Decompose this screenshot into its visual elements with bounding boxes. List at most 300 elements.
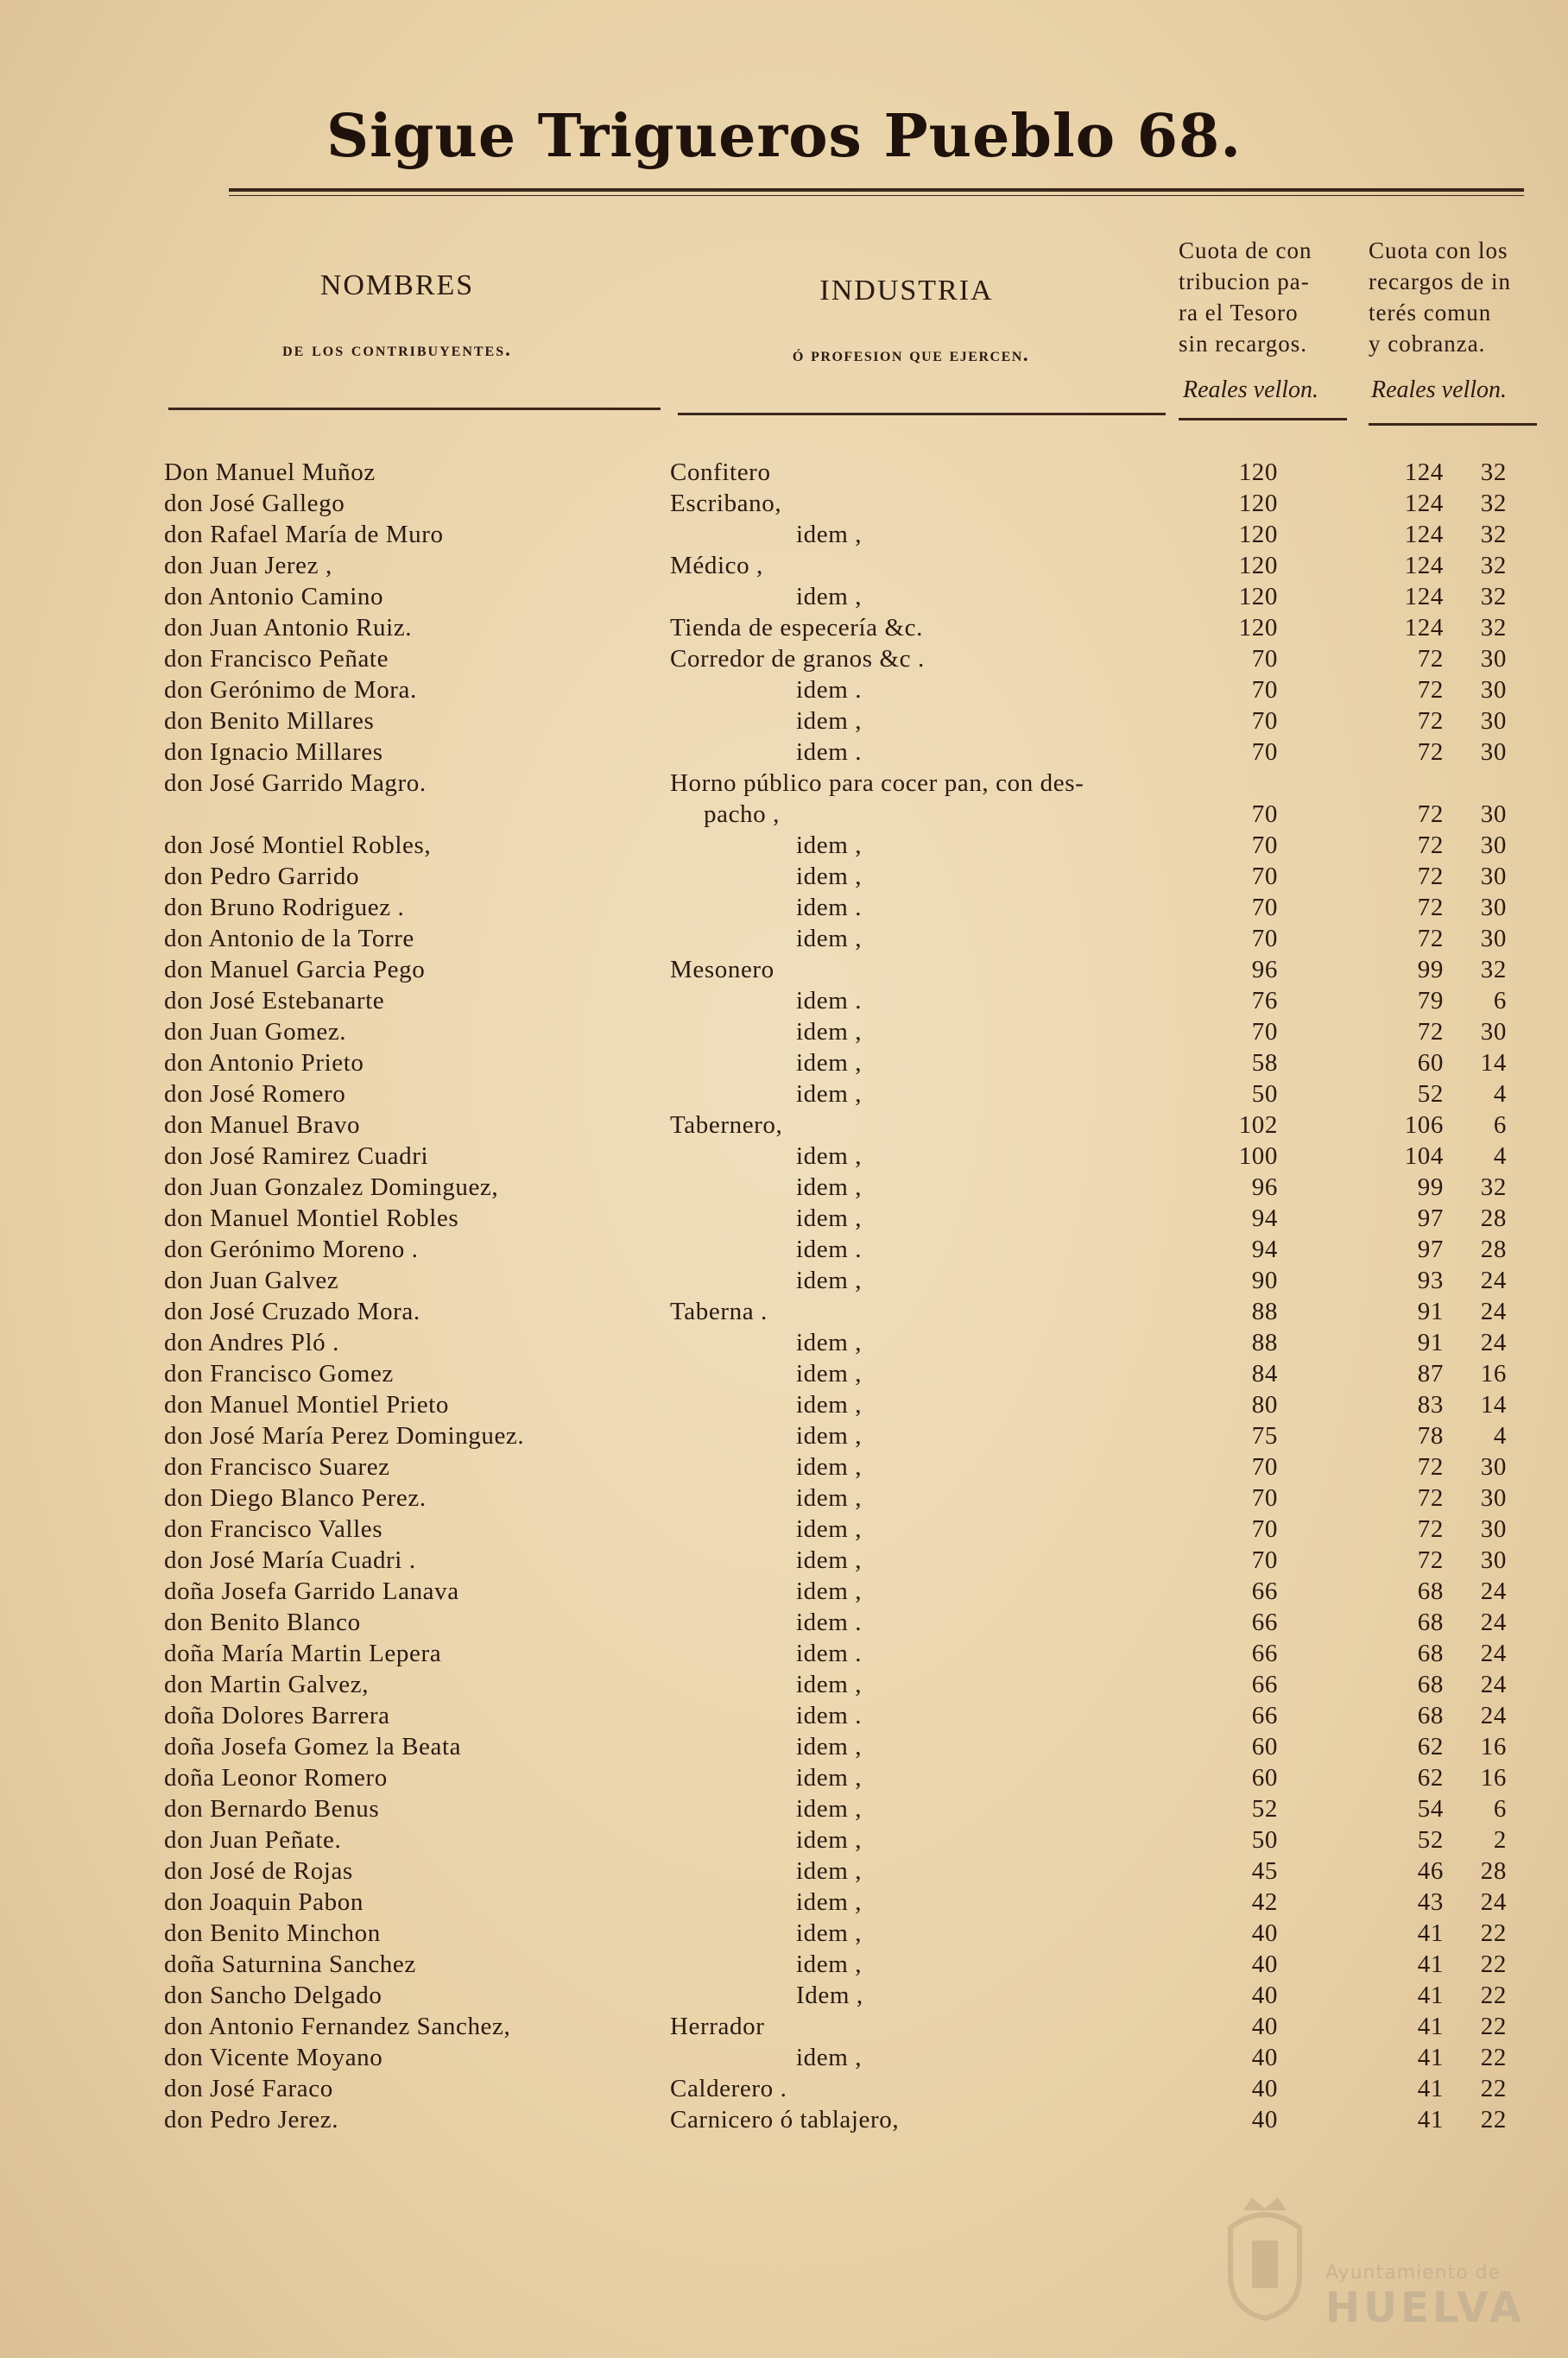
industry-cell: idem , bbox=[796, 863, 863, 890]
table-row bbox=[0, 1669, 1568, 1700]
header-cuota-tesoro-line: ra el Tesoro bbox=[1179, 300, 1299, 326]
cuota-tesoro-cell: 66 bbox=[1251, 1640, 1278, 1667]
table-row bbox=[0, 705, 1568, 736]
cuota-recargos-reales-cell: 124 bbox=[1404, 583, 1444, 610]
industry-cell: idem . bbox=[796, 676, 863, 704]
cuota-tesoro-cell: 52 bbox=[1251, 1795, 1278, 1823]
cuota-tesoro-cell: 66 bbox=[1251, 1671, 1278, 1698]
cuota-recargos-reales-cell: 62 bbox=[1417, 1764, 1444, 1792]
table-row bbox=[0, 1172, 1568, 1203]
cuota-tesoro-cell: 70 bbox=[1251, 738, 1278, 766]
contributor-name: don Juan Gonzalez Dominguez, bbox=[164, 1173, 499, 1201]
table-row bbox=[0, 1047, 1568, 1078]
cuota-tesoro-cell: 80 bbox=[1251, 1391, 1278, 1419]
cuota-recargos-reales-cell: 97 bbox=[1417, 1204, 1444, 1232]
header-cuota-recargos-line: y cobranza. bbox=[1369, 331, 1486, 357]
cuota-recargos-reales-cell: 62 bbox=[1417, 1733, 1444, 1761]
contributor-name: don Antonio Fernandez Sanchez, bbox=[164, 2013, 511, 2040]
table-row bbox=[0, 1109, 1568, 1141]
industry-cell: idem , bbox=[796, 1453, 863, 1481]
contributor-name: don José Cruzado Mora. bbox=[164, 1298, 420, 1325]
industry-cell: idem , bbox=[796, 1857, 863, 1885]
cuota-tesoro-cell: 50 bbox=[1251, 1826, 1278, 1854]
cuota-recargos-cents-cell: 28 bbox=[1480, 1204, 1507, 1232]
cuota-recargos-reales-cell: 41 bbox=[1417, 2106, 1444, 2134]
contributor-name: don Vicente Moyano bbox=[164, 2044, 383, 2071]
industry-cell-continuation: pacho , bbox=[704, 800, 780, 828]
cuota-recargos-cents-cell: 32 bbox=[1480, 1173, 1507, 1201]
contributor-name: don Manuel Montiel Prieto bbox=[164, 1391, 449, 1419]
cuota-recargos-reales-cell: 54 bbox=[1417, 1795, 1444, 1823]
cuota-tesoro-cell: 70 bbox=[1251, 863, 1278, 890]
cuota-recargos-reales-cell: 41 bbox=[1417, 1982, 1444, 2009]
cuota-recargos-cents-cell: 16 bbox=[1480, 1764, 1507, 1792]
cuota-recargos-reales-cell: 99 bbox=[1417, 956, 1444, 983]
cuota-recargos-cents-cell: 30 bbox=[1480, 1018, 1507, 1046]
cuota-tesoro-cell: 58 bbox=[1251, 1049, 1278, 1077]
cuota-tesoro-cell: 96 bbox=[1251, 1173, 1278, 1201]
table-row bbox=[0, 954, 1568, 985]
cuota-recargos-reales-cell: 83 bbox=[1417, 1391, 1444, 1419]
cuota-tesoro-cell: 70 bbox=[1251, 1515, 1278, 1543]
contributor-name: don Gerónimo Moreno . bbox=[164, 1236, 419, 1263]
contributor-name: don José Garrido Magro. bbox=[164, 769, 427, 797]
contributor-name: don Manuel Bravo bbox=[164, 1111, 361, 1139]
contributor-name: don Benito Minchon bbox=[164, 1919, 381, 1947]
cuota-recargos-cents-cell: 30 bbox=[1480, 1453, 1507, 1481]
cuota-recargos-cents-cell: 30 bbox=[1480, 738, 1507, 766]
industry-cell: Taberna . bbox=[670, 1298, 768, 1325]
contributor-name: don Antonio Prieto bbox=[164, 1049, 364, 1077]
header-nombres-sub: de los contribuyentes. bbox=[282, 338, 512, 360]
cuota-recargos-cents-cell: 22 bbox=[1480, 2106, 1507, 2134]
cuota-tesoro-cell: 70 bbox=[1251, 645, 1278, 673]
cuota-tesoro-cell: 84 bbox=[1251, 1360, 1278, 1388]
cuota-recargos-cents-cell: 22 bbox=[1480, 1919, 1507, 1947]
industry-cell: idem , bbox=[796, 1515, 863, 1543]
contributor-name: don Francisco Peñate bbox=[164, 645, 389, 673]
cuota-recargos-cents-cell: 30 bbox=[1480, 800, 1507, 828]
contributor-name: don Diego Blanco Perez. bbox=[164, 1484, 427, 1512]
industry-cell: idem , bbox=[796, 1546, 863, 1574]
cuota-recargos-cents-cell: 30 bbox=[1480, 707, 1507, 735]
cuota-recargos-reales-cell: 68 bbox=[1417, 1671, 1444, 1698]
cuota-tesoro-cell: 42 bbox=[1251, 1888, 1278, 1916]
cuota-tesoro-cell: 40 bbox=[1251, 2013, 1278, 2040]
watermark-line1: Ayuntamiento de bbox=[1325, 2262, 1502, 2284]
header-cuota-tesoro-line: Cuota de con bbox=[1179, 237, 1312, 263]
cuota-recargos-cents-cell: 24 bbox=[1480, 1671, 1507, 1698]
contributor-name: don José Montiel Robles, bbox=[164, 831, 432, 859]
contributor-table bbox=[0, 457, 1568, 2135]
industry-cell: idem , bbox=[796, 1764, 863, 1792]
cuota-tesoro-cell: 94 bbox=[1251, 1236, 1278, 1263]
header-cuota-recargos bbox=[1369, 235, 1541, 359]
cuota-recargos-reales-cell: 68 bbox=[1417, 1702, 1444, 1729]
cuota-recargos-reales-cell: 93 bbox=[1417, 1267, 1444, 1294]
table-row bbox=[0, 1731, 1568, 1762]
cuota-tesoro-cell: 66 bbox=[1251, 1702, 1278, 1729]
cuota-recargos-reales-cell: 60 bbox=[1417, 1049, 1444, 1077]
cuota-tesoro-cell: 120 bbox=[1238, 458, 1278, 486]
cuota-recargos-reales-cell: 78 bbox=[1417, 1422, 1444, 1450]
cuota-recargos-reales-cell: 72 bbox=[1417, 738, 1444, 766]
cuota-recargos-cents-cell: 32 bbox=[1480, 552, 1507, 579]
table-row bbox=[0, 861, 1568, 892]
page-title: Sigue Trigueros Pueblo 68. bbox=[326, 102, 1242, 171]
cuota-tesoro-cell: 70 bbox=[1251, 1453, 1278, 1481]
table-row bbox=[0, 736, 1568, 768]
industry-cell: idem , bbox=[796, 1795, 863, 1823]
table-row bbox=[0, 550, 1568, 581]
contributor-name: don José Romero bbox=[164, 1080, 346, 1108]
cuota-tesoro-cell: 66 bbox=[1251, 1609, 1278, 1636]
cuota-recargos-reales-cell: 106 bbox=[1404, 1111, 1444, 1139]
header-cuota-recargos-line: recargos de in bbox=[1369, 269, 1511, 294]
cuota-recargos-reales-cell: 72 bbox=[1417, 1546, 1444, 1574]
cuota-recargos-cents-cell: 30 bbox=[1480, 1546, 1507, 1574]
table-row bbox=[0, 1638, 1568, 1669]
cuota-recargos-cents-cell: 30 bbox=[1480, 863, 1507, 890]
cuota-recargos-cents-cell: 30 bbox=[1480, 645, 1507, 673]
table-row bbox=[0, 2042, 1568, 2073]
header-cuota-tesoro-line: sin recargos. bbox=[1179, 331, 1307, 357]
cuota-recargos-cents-cell: 22 bbox=[1480, 2075, 1507, 2102]
cuota-recargos-reales-cell: 72 bbox=[1417, 894, 1444, 921]
industry-cell: idem , bbox=[796, 1018, 863, 1046]
cuota-tesoro-cell: 50 bbox=[1251, 1080, 1278, 1108]
industry-cell: idem . bbox=[796, 987, 863, 1015]
table-row bbox=[0, 1016, 1568, 1047]
header-cuota-tesoro-line: tribucion pa- bbox=[1179, 269, 1310, 294]
cuota-tesoro-cell: 40 bbox=[1251, 2075, 1278, 2102]
cuota-recargos-reales-cell: 72 bbox=[1417, 800, 1444, 828]
cuota-tesoro-cell: 70 bbox=[1251, 1484, 1278, 1512]
industry-cell: Médico , bbox=[670, 552, 763, 579]
cuota-recargos-cents-cell: 32 bbox=[1480, 614, 1507, 642]
industry-cell: idem , bbox=[796, 1733, 863, 1761]
contributor-name: don Antonio de la Torre bbox=[164, 925, 414, 952]
table-row bbox=[0, 1234, 1568, 1265]
table-row bbox=[0, 1265, 1568, 1296]
cuota-recargos-reales-cell: 72 bbox=[1417, 1018, 1444, 1046]
cuota-recargos-reales-cell: 72 bbox=[1417, 707, 1444, 735]
cuota-recargos-reales-cell: 72 bbox=[1417, 1484, 1444, 1512]
cuota-recargos-reales-cell: 68 bbox=[1417, 1609, 1444, 1636]
cuota-tesoro-cell: 75 bbox=[1251, 1422, 1278, 1450]
cuota-tesoro-cell: 60 bbox=[1251, 1733, 1278, 1761]
cuota-recargos-cents-cell: 14 bbox=[1480, 1049, 1507, 1077]
table-row bbox=[0, 1296, 1568, 1327]
table-row bbox=[0, 1762, 1568, 1793]
cuota-recargos-cents-cell: 22 bbox=[1480, 2044, 1507, 2071]
table-row bbox=[0, 1576, 1568, 1607]
table-row bbox=[0, 1203, 1568, 1234]
cuota-tesoro-cell: 40 bbox=[1251, 1950, 1278, 1978]
industry-cell: Calderero . bbox=[670, 2075, 787, 2102]
cuota-recargos-cents-cell: 24 bbox=[1480, 1267, 1507, 1294]
cuota-recargos-reales-cell: 72 bbox=[1417, 645, 1444, 673]
cuota-tesoro-cell: 40 bbox=[1251, 1919, 1278, 1947]
contributor-name: don Juan Jerez , bbox=[164, 552, 332, 579]
contributor-name: doña Leonor Romero bbox=[164, 1764, 388, 1792]
cuota-recargos-cents-cell: 4 bbox=[1493, 1080, 1507, 1108]
cuota-recargos-reales-cell: 41 bbox=[1417, 2044, 1444, 2071]
cuota-recargos-reales-cell: 41 bbox=[1417, 2013, 1444, 2040]
industry-cell: idem , bbox=[796, 1267, 863, 1294]
table-row bbox=[0, 1700, 1568, 1731]
contributor-name: Don Manuel Muñoz bbox=[164, 458, 376, 486]
industry-cell: Escribano, bbox=[670, 490, 782, 517]
industry-cell: idem , bbox=[796, 1204, 863, 1232]
cuota-recargos-reales-cell: 72 bbox=[1417, 863, 1444, 890]
contributor-name: don Pedro Jerez. bbox=[164, 2106, 339, 2134]
header-underline bbox=[678, 413, 1166, 415]
industry-cell: idem , bbox=[796, 707, 863, 735]
table-row bbox=[0, 2011, 1568, 2042]
cuota-tesoro-cell: 40 bbox=[1251, 2106, 1278, 2134]
cuota-tesoro-cell: 120 bbox=[1238, 552, 1278, 579]
coat-of-arms-icon bbox=[1213, 2193, 1317, 2323]
table-row bbox=[0, 768, 1568, 830]
industry-cell: idem , bbox=[796, 1049, 863, 1077]
table-row bbox=[0, 1887, 1568, 1918]
cuota-recargos-cents-cell: 24 bbox=[1480, 1640, 1507, 1667]
industry-cell: idem , bbox=[796, 1577, 863, 1605]
header-underline bbox=[168, 408, 661, 410]
cuota-recargos-reales-cell: 41 bbox=[1417, 1950, 1444, 1978]
cuota-recargos-cents-cell: 24 bbox=[1480, 1609, 1507, 1636]
table-row bbox=[0, 1980, 1568, 2011]
header-unit-1: Reales vellon. bbox=[1183, 376, 1319, 403]
cuota-recargos-reales-cell: 124 bbox=[1404, 614, 1444, 642]
header-cuota-recargos-line: terés comun bbox=[1369, 300, 1492, 326]
cuota-tesoro-cell: 76 bbox=[1251, 987, 1278, 1015]
cuota-tesoro-cell: 70 bbox=[1251, 676, 1278, 704]
cuota-tesoro-cell: 120 bbox=[1238, 490, 1278, 517]
cuota-tesoro-cell: 66 bbox=[1251, 1577, 1278, 1605]
cuota-recargos-reales-cell: 72 bbox=[1417, 831, 1444, 859]
table-row bbox=[0, 1514, 1568, 1545]
cuota-tesoro-cell: 70 bbox=[1251, 1018, 1278, 1046]
table-row bbox=[0, 1949, 1568, 1980]
industry-cell: Herrador bbox=[670, 2013, 765, 2040]
cuota-recargos-cents-cell: 32 bbox=[1480, 521, 1507, 548]
table-row bbox=[0, 1793, 1568, 1824]
industry-cell: idem , bbox=[796, 1080, 863, 1108]
cuota-recargos-cents-cell: 30 bbox=[1480, 925, 1507, 952]
industry-cell: idem . bbox=[796, 1609, 863, 1636]
contributor-name: don Juan Galvez bbox=[164, 1267, 339, 1294]
industry-cell: idem . bbox=[796, 1236, 863, 1263]
table-row bbox=[0, 1607, 1568, 1638]
title-rule-thin bbox=[229, 195, 1524, 196]
header-cuota-tesoro bbox=[1179, 235, 1334, 359]
header-underline bbox=[1179, 418, 1347, 420]
cuota-recargos-reales-cell: 91 bbox=[1417, 1329, 1444, 1356]
cuota-recargos-reales-cell: 72 bbox=[1417, 1515, 1444, 1543]
table-row bbox=[0, 830, 1568, 861]
industry-cell: idem , bbox=[796, 1173, 863, 1201]
contributor-name: don Juan Peñate. bbox=[164, 1826, 342, 1854]
table-row bbox=[0, 1451, 1568, 1482]
cuota-recargos-cents-cell: 32 bbox=[1480, 583, 1507, 610]
cuota-tesoro-cell: 70 bbox=[1251, 707, 1278, 735]
cuota-recargos-cents-cell: 4 bbox=[1493, 1422, 1507, 1450]
cuota-recargos-cents-cell: 30 bbox=[1480, 676, 1507, 704]
table-row bbox=[0, 1141, 1568, 1172]
cuota-recargos-cents-cell: 28 bbox=[1480, 1236, 1507, 1263]
cuota-tesoro-cell: 90 bbox=[1251, 1267, 1278, 1294]
table-row bbox=[0, 2104, 1568, 2135]
contributor-name: don Francisco Gomez bbox=[164, 1360, 394, 1388]
industry-cell: idem , bbox=[796, 1888, 863, 1916]
table-row bbox=[0, 457, 1568, 488]
contributor-name: don Antonio Camino bbox=[164, 583, 384, 610]
title-rule bbox=[229, 188, 1524, 192]
table-row bbox=[0, 923, 1568, 954]
cuota-recargos-reales-cell: 91 bbox=[1417, 1298, 1444, 1325]
table-row bbox=[0, 1824, 1568, 1855]
industry-cell: Carnicero ó tablajero, bbox=[670, 2106, 900, 2134]
cuota-recargos-reales-cell: 72 bbox=[1417, 1453, 1444, 1481]
industry-cell: idem , bbox=[796, 1329, 863, 1356]
contributor-name: don Manuel Montiel Robles bbox=[164, 1204, 459, 1232]
industry-cell: idem , bbox=[796, 2044, 863, 2071]
cuota-recargos-cents-cell: 30 bbox=[1480, 894, 1507, 921]
table-row bbox=[0, 1855, 1568, 1887]
industry-cell: Confitero bbox=[670, 458, 771, 486]
cuota-recargos-cents-cell: 30 bbox=[1480, 831, 1507, 859]
contributor-name: don José Estebanarte bbox=[164, 987, 385, 1015]
contributor-name: don Ignacio Millares bbox=[164, 738, 383, 766]
industry-cell: idem , bbox=[796, 925, 863, 952]
cuota-recargos-reales-cell: 68 bbox=[1417, 1640, 1444, 1667]
cuota-recargos-cents-cell: 6 bbox=[1493, 1795, 1507, 1823]
cuota-recargos-reales-cell: 52 bbox=[1417, 1080, 1444, 1108]
cuota-tesoro-cell: 70 bbox=[1251, 831, 1278, 859]
contributor-name: don José María Perez Dominguez. bbox=[164, 1422, 525, 1450]
industry-cell: idem , bbox=[796, 1484, 863, 1512]
cuota-recargos-cents-cell: 32 bbox=[1480, 490, 1507, 517]
contributor-name: doña Saturnina Sanchez bbox=[164, 1950, 416, 1978]
contributor-name: doña Josefa Garrido Lanava bbox=[164, 1577, 459, 1605]
table-row bbox=[0, 1327, 1568, 1358]
cuota-recargos-cents-cell: 16 bbox=[1480, 1733, 1507, 1761]
cuota-recargos-reales-cell: 124 bbox=[1404, 552, 1444, 579]
contributor-name: don Francisco Suarez bbox=[164, 1453, 390, 1481]
cuota-recargos-reales-cell: 41 bbox=[1417, 1919, 1444, 1947]
contributor-name: don Manuel Garcia Pego bbox=[164, 956, 426, 983]
cuota-recargos-reales-cell: 43 bbox=[1417, 1888, 1444, 1916]
industry-cell: idem . bbox=[796, 1640, 863, 1667]
contributor-name: don Andres Pló . bbox=[164, 1329, 339, 1356]
contributor-name: don Benito Millares bbox=[164, 707, 375, 735]
cuota-recargos-cents-cell: 30 bbox=[1480, 1484, 1507, 1512]
table-row bbox=[0, 581, 1568, 612]
table-row bbox=[0, 612, 1568, 643]
cuota-recargos-reales-cell: 124 bbox=[1404, 521, 1444, 548]
contributor-name: don José Gallego bbox=[164, 490, 345, 517]
contributor-name: don Martin Galvez, bbox=[164, 1671, 370, 1698]
cuota-recargos-cents-cell: 22 bbox=[1480, 2013, 1507, 2040]
contributor-name: don José María Cuadri . bbox=[164, 1546, 416, 1574]
cuota-recargos-reales-cell: 104 bbox=[1404, 1142, 1444, 1170]
cuota-recargos-reales-cell: 87 bbox=[1417, 1360, 1444, 1388]
contributor-name: don Joaquin Pabon bbox=[164, 1888, 364, 1916]
cuota-tesoro-cell: 60 bbox=[1251, 1764, 1278, 1792]
cuota-recargos-reales-cell: 72 bbox=[1417, 676, 1444, 704]
contributor-name: don Gerónimo de Mora. bbox=[164, 676, 417, 704]
table-row bbox=[0, 1482, 1568, 1514]
header-industria: INDUSTRIA bbox=[819, 275, 994, 307]
cuota-tesoro-cell: 40 bbox=[1251, 1982, 1278, 2009]
cuota-tesoro-cell: 96 bbox=[1251, 956, 1278, 983]
contributor-name: don Bruno Rodriguez . bbox=[164, 894, 405, 921]
contributor-name: don Sancho Delgado bbox=[164, 1982, 383, 2009]
header-cuota-recargos-line: Cuota con los bbox=[1369, 237, 1508, 263]
table-row bbox=[0, 2073, 1568, 2104]
cuota-recargos-cents-cell: 24 bbox=[1480, 1298, 1507, 1325]
industry-cell: idem , bbox=[796, 583, 863, 610]
cuota-recargos-cents-cell: 24 bbox=[1480, 1577, 1507, 1605]
cuota-recargos-cents-cell: 22 bbox=[1480, 1982, 1507, 2009]
contributor-name: don Rafael María de Muro bbox=[164, 521, 444, 548]
industry-cell: Tabernero, bbox=[670, 1111, 783, 1139]
cuota-tesoro-cell: 45 bbox=[1251, 1857, 1278, 1885]
cuota-recargos-cents-cell: 2 bbox=[1493, 1826, 1507, 1854]
table-row bbox=[0, 892, 1568, 923]
header-unit-2: Reales vellon. bbox=[1371, 376, 1508, 403]
cuota-recargos-cents-cell: 24 bbox=[1480, 1888, 1507, 1916]
table-row bbox=[0, 1358, 1568, 1389]
table-row bbox=[0, 1918, 1568, 1949]
industry-cell: Horno público para cocer pan, con des- bbox=[670, 769, 1084, 797]
cuota-recargos-cents-cell: 6 bbox=[1493, 987, 1507, 1015]
table-row bbox=[0, 1389, 1568, 1420]
contributor-name: don Francisco Valles bbox=[164, 1515, 383, 1543]
cuota-tesoro-cell: 70 bbox=[1251, 894, 1278, 921]
table-row bbox=[0, 985, 1568, 1016]
cuota-tesoro-cell: 102 bbox=[1238, 1111, 1278, 1139]
header-underline bbox=[1369, 423, 1537, 426]
industry-cell: idem , bbox=[796, 831, 863, 859]
industry-cell: Corredor de granos &c . bbox=[670, 645, 925, 673]
cuota-tesoro-cell: 120 bbox=[1238, 614, 1278, 642]
contributor-name: don Benito Blanco bbox=[164, 1609, 361, 1636]
industry-cell: idem , bbox=[796, 521, 863, 548]
industry-cell: idem , bbox=[796, 1826, 863, 1854]
cuota-tesoro-cell: 88 bbox=[1251, 1298, 1278, 1325]
cuota-recargos-reales-cell: 46 bbox=[1417, 1857, 1444, 1885]
watermark-line2: HUELVA bbox=[1325, 2284, 1525, 2332]
cuota-recargos-reales-cell: 52 bbox=[1417, 1826, 1444, 1854]
cuota-recargos-cents-cell: 32 bbox=[1480, 956, 1507, 983]
contributor-name: don José Faraco bbox=[164, 2075, 333, 2102]
industry-cell: idem , bbox=[796, 1422, 863, 1450]
cuota-tesoro-cell: 120 bbox=[1238, 583, 1278, 610]
cuota-recargos-reales-cell: 124 bbox=[1404, 490, 1444, 517]
contributor-name: don Bernardo Benus bbox=[164, 1795, 380, 1823]
cuota-recargos-reales-cell: 41 bbox=[1417, 2075, 1444, 2102]
cuota-tesoro-cell: 120 bbox=[1238, 521, 1278, 548]
header-industria-sub: ó profesion que ejercen. bbox=[792, 344, 1030, 365]
cuota-recargos-reales-cell: 124 bbox=[1404, 458, 1444, 486]
cuota-recargos-cents-cell: 4 bbox=[1493, 1142, 1507, 1170]
table-row bbox=[0, 643, 1568, 674]
cuota-tesoro-cell: 70 bbox=[1251, 800, 1278, 828]
table-row bbox=[0, 674, 1568, 705]
